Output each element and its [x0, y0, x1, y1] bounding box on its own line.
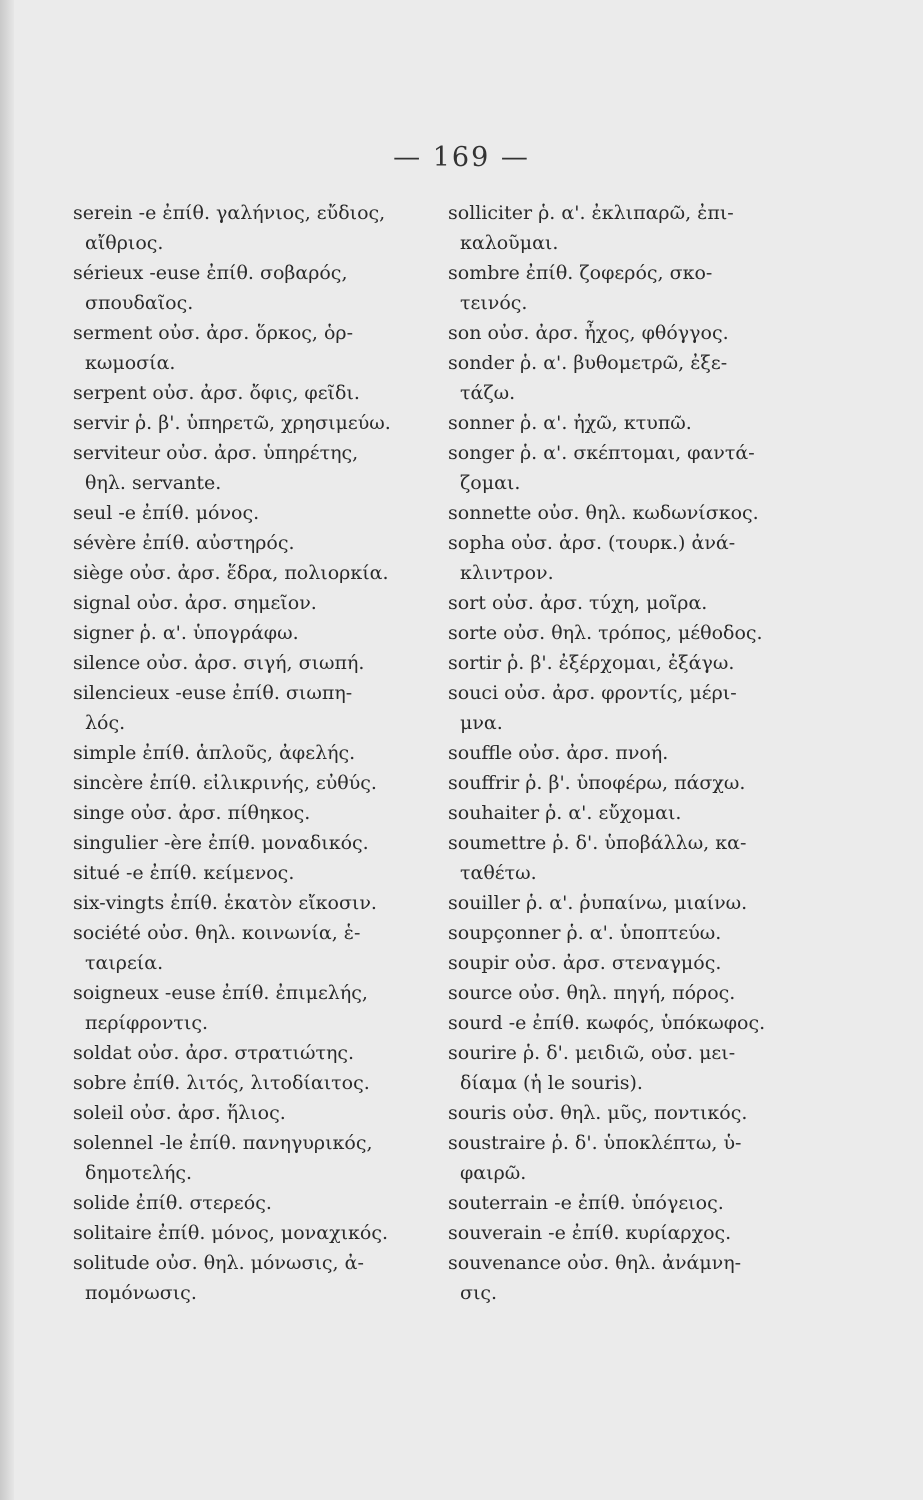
entry-headline: souffle οὐσ. ἀρσ. πνοή.	[448, 742, 669, 764]
entry-headline: silence οὐσ. ἀρσ. σιγή, σιωπή.	[73, 652, 365, 674]
entry-headline: société οὐσ. θηλ. κοινωνία, ἑ-	[73, 922, 361, 944]
entry-continuation: κλιντρον.	[460, 562, 554, 584]
entry-headline: serpent οὐσ. ἀρσ. ὄφις, φεῖδι.	[73, 382, 360, 404]
entry-headline: sombre ἐπίθ. ζοφερός, σκο-	[448, 262, 713, 284]
dictionary-entry	[73, 1248, 433, 1308]
dictionary-entry	[73, 798, 433, 828]
entry-headline: souris οὐσ. θηλ. μῦς, ποντικός.	[448, 1102, 748, 1124]
entry-headline: signal οὐσ. ἀρσ. σημεῖον.	[73, 592, 317, 614]
entry-continuation: σπουδαῖος.	[85, 292, 194, 314]
entry-headline: solennel -le ἐπίθ. πανηγυρικός,	[73, 1132, 373, 1154]
entry-headline: sopha οὐσ. ἀρσ. (τουρκ.) ἀνά-	[448, 532, 736, 554]
entry-continuation: δημοτελής.	[85, 1162, 193, 1184]
entry-headline: soleil οὐσ. ἀρσ. ἥλιος.	[73, 1102, 286, 1124]
dictionary-entry	[448, 1218, 808, 1248]
dictionary-entry	[448, 1188, 808, 1218]
entry-headline: sourire ῥ. δ'. μειδιῶ, οὐσ. μει-	[448, 1042, 736, 1064]
entry-continuation: θηλ. servante.	[85, 472, 222, 494]
dictionary-entry	[448, 768, 808, 798]
entry-headline: sourd -e ἐπίθ. κωφός, ὑπόκωφος.	[448, 1012, 766, 1034]
dictionary-entry	[73, 828, 433, 858]
entry-headline: serviteur οὐσ. ἀρσ. ὑπηρέτης,	[73, 442, 359, 464]
dictionary-entry	[448, 1038, 808, 1098]
dictionary-entry	[448, 318, 808, 348]
dictionary-entry	[448, 678, 808, 738]
entry-headline: signer ῥ. α'. ὑπογράφω.	[73, 622, 299, 644]
entry-continuation: φαιρῶ.	[460, 1162, 527, 1184]
dictionary-entry	[73, 438, 433, 498]
entry-headline: sonnette οὐσ. θηλ. κωδωνίσκος.	[448, 502, 759, 524]
dictionary-entry	[448, 258, 808, 318]
entry-continuation: καλοῦμαι.	[460, 232, 559, 254]
entry-continuation: περίφροντις.	[85, 1012, 209, 1034]
entry-headline: seul -e ἐπίθ. μόνος.	[73, 502, 260, 524]
dictionary-entry	[448, 888, 808, 918]
entry-continuation: μνα.	[460, 712, 503, 734]
dictionary-entry	[448, 588, 808, 618]
dictionary-entry	[448, 1098, 808, 1128]
entry-continuation: πομόνωσις.	[85, 1282, 197, 1304]
dictionary-entry	[73, 1188, 433, 1218]
entry-headline: solitude οὐσ. θηλ. μόνωσις, ἀ-	[73, 1252, 364, 1274]
left-column	[73, 198, 433, 1308]
page-number: — 169 —	[393, 142, 530, 173]
entry-headline: singe οὐσ. ἀρσ. πίθηκος.	[73, 802, 311, 824]
dictionary-entry	[73, 678, 433, 738]
entry-headline: solitaire ἐπίθ. μόνος, μοναχικός.	[73, 1222, 389, 1244]
dictionary-entry	[448, 948, 808, 978]
dictionary-entry	[448, 1008, 808, 1038]
entry-headline: situé -e ἐπίθ. κείμενος.	[73, 862, 295, 884]
dictionary-entry	[73, 198, 433, 258]
dictionary-entry	[73, 378, 433, 408]
entry-headline: sérieux -euse ἐπίθ. σοβαρός,	[73, 262, 348, 284]
dictionary-entry	[448, 648, 808, 678]
entry-headline: son οὐσ. ἀρσ. ἦχος, φθόγγος.	[448, 322, 729, 344]
entry-continuation: λός.	[85, 712, 126, 734]
entry-headline: souffrir ῥ. β'. ὑποφέρω, πάσχω.	[448, 772, 746, 794]
entry-headline: soigneux -euse ἐπίθ. ἐπιμελής,	[73, 982, 368, 1004]
entry-headline: solliciter ῥ. α'. ἐκλιπαρῶ, ἐπι-	[448, 202, 734, 224]
entry-continuation: κωμοσία.	[85, 352, 176, 374]
page-binding-edge	[0, 0, 14, 1500]
dictionary-entry	[73, 498, 433, 528]
entry-headline: sincère ἐπίθ. εἰλικρινής, εὐθύς.	[73, 772, 377, 794]
entry-continuation: ζομαι.	[460, 472, 521, 494]
entry-headline: souterrain -e ἐπίθ. ὑπόγειος.	[448, 1192, 724, 1214]
dictionary-entry	[73, 1068, 433, 1098]
entry-continuation: ταιρεία.	[85, 952, 164, 974]
dictionary-entry	[448, 1128, 808, 1188]
dictionary-entry	[448, 618, 808, 648]
dictionary-entry	[73, 768, 433, 798]
dictionary-entry	[73, 978, 433, 1038]
entry-headline: sobre ἐπίθ. λιτός, λιτοδίαιτος.	[73, 1072, 370, 1094]
dictionary-entry	[73, 588, 433, 618]
entry-continuation: σις.	[460, 1282, 498, 1304]
entry-headline: solide ἐπίθ. στερεός.	[73, 1192, 272, 1214]
entry-headline: serein -e ἐπίθ. γαλήνιος, εὔδιος,	[73, 202, 386, 224]
dictionary-entry	[448, 738, 808, 768]
dictionary-entry	[73, 318, 433, 378]
entry-continuation: αἴθριος.	[85, 232, 164, 254]
entry-headline: six-vingts ἐπίθ. ἑκατὸν εἴκοσιν.	[73, 892, 377, 914]
dictionary-entry	[448, 438, 808, 498]
entry-headline: simple ἐπίθ. ἁπλοῦς, ἀφελής.	[73, 742, 356, 764]
dictionary-entry	[448, 828, 808, 888]
entry-headline: sonder ῥ. α'. βυθομετρῶ, ἐξε-	[448, 352, 728, 374]
dictionary-entry	[448, 498, 808, 528]
entry-continuation: τεινός.	[460, 292, 528, 314]
dictionary-entry	[73, 408, 433, 438]
entry-headline: sorte οὐσ. θηλ. τρόπος, μέθοδος.	[448, 622, 763, 644]
entry-headline: siège οὐσ. ἀρσ. ἕδρα, πολιορκία.	[73, 562, 389, 584]
entry-headline: soupir οὐσ. ἀρσ. στεναγμός.	[448, 952, 722, 974]
dictionary-entry	[73, 1218, 433, 1248]
entry-headline: souiller ῥ. α'. ῥυπαίνω, μιαίνω.	[448, 892, 748, 914]
dictionary-entry	[448, 918, 808, 948]
dictionary-entry	[73, 918, 433, 978]
dictionary-entry	[448, 348, 808, 408]
entry-headline: soumettre ῥ. δ'. ὑποβάλλω, κα-	[448, 832, 747, 854]
entry-headline: souverain -e ἐπίθ. κυρίαρχος.	[448, 1222, 732, 1244]
entry-headline: soldat οὐσ. ἀρσ. στρατιώτης.	[73, 1042, 355, 1064]
dictionary-entry	[73, 858, 433, 888]
entry-headline: silencieux -euse ἐπίθ. σιωπη-	[73, 682, 353, 704]
dictionary-entry	[73, 888, 433, 918]
dictionary-entry	[73, 1128, 433, 1188]
dictionary-entry	[73, 1038, 433, 1068]
dictionary-entry	[73, 738, 433, 768]
dictionary-entry	[73, 618, 433, 648]
entry-headline: souci οὐσ. ἀρσ. φροντίς, μέρι-	[448, 682, 737, 704]
entry-headline: soustraire ῥ. δ'. ὑποκλέπτω, ὑ-	[448, 1132, 742, 1154]
entry-headline: serment οὐσ. ἀρσ. ὅρκος, ὁρ-	[73, 322, 354, 344]
entry-headline: souhaiter ῥ. α'. εὔχομαι.	[448, 802, 682, 824]
entry-headline: songer ῥ. α'. σκέπτομαι, φαντά-	[448, 442, 755, 464]
dictionary-entry	[73, 648, 433, 678]
entry-headline: sévère ἐπίθ. αὐστηρός.	[73, 532, 295, 554]
dictionary-entry	[73, 258, 433, 318]
entry-continuation: δίαμα (ἡ le souris).	[460, 1072, 643, 1094]
entry-headline: sonner ῥ. α'. ἠχῶ, κτυπῶ.	[448, 412, 692, 434]
entry-continuation: ταθέτω.	[460, 862, 537, 884]
dictionary-entry	[448, 798, 808, 828]
entry-headline: soupçonner ῥ. α'. ὑποπτεύω.	[448, 922, 722, 944]
entry-headline: sortir ῥ. β'. ἐξέρχομαι, ἐξάγω.	[448, 652, 735, 674]
entry-headline: sort οὐσ. ἀρσ. τύχη, μοῖρα.	[448, 592, 708, 614]
entry-headline: servir ῥ. β'. ὑπηρετῶ, χρησιμεύω.	[73, 412, 391, 434]
dictionary-entry	[448, 1248, 808, 1308]
dictionary-entry	[448, 198, 808, 258]
dictionary-entry	[448, 528, 808, 588]
entry-headline: source οὐσ. θηλ. πηγή, πόρος.	[448, 982, 736, 1004]
dictionary-entry	[73, 1098, 433, 1128]
dictionary-entry	[448, 408, 808, 438]
right-column	[448, 198, 808, 1308]
entry-headline: souvenance οὐσ. θηλ. ἀνάμνη-	[448, 1252, 742, 1274]
dictionary-entry	[448, 978, 808, 1008]
dictionary-entry	[73, 558, 433, 588]
entry-headline: singulier -ère ἐπίθ. μοναδικός.	[73, 832, 369, 854]
entry-continuation: τάζω.	[460, 382, 516, 404]
dictionary-entry	[73, 528, 433, 558]
